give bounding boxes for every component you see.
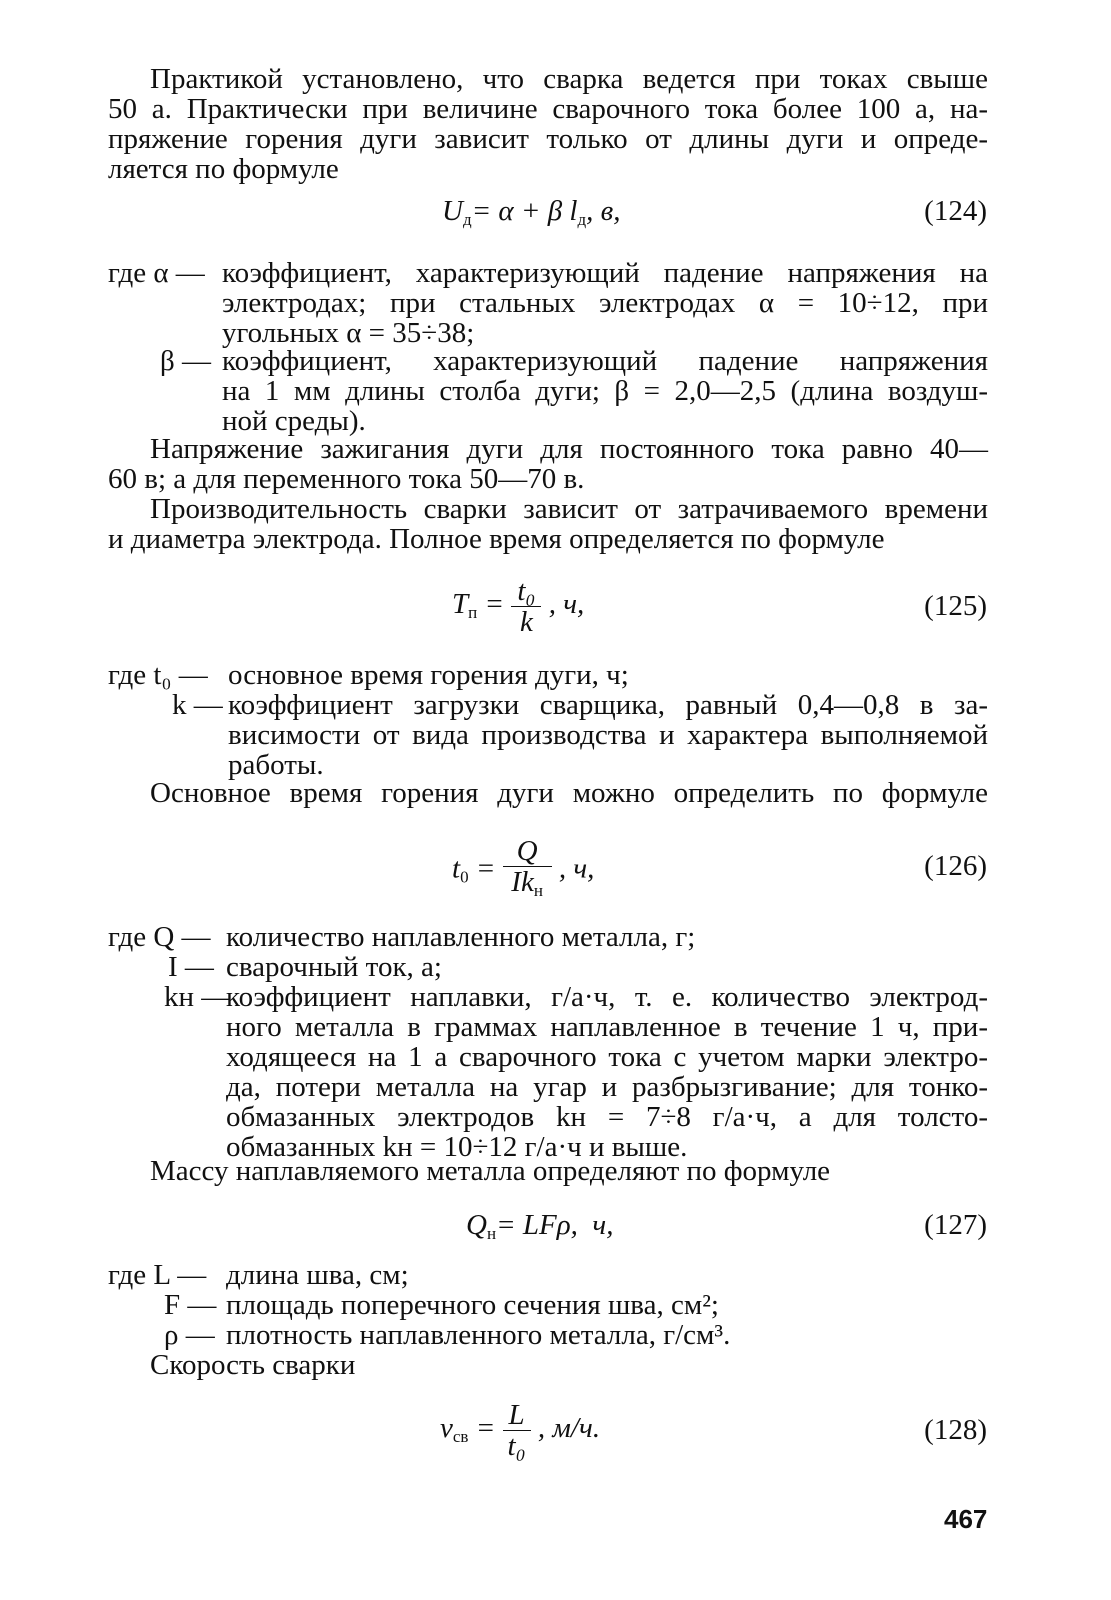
formula-rhs: = α + β l xyxy=(471,195,578,227)
speed-paragraph xyxy=(108,1350,988,1380)
formula-unit: , ч, xyxy=(548,588,585,621)
intro-paragraph xyxy=(108,64,988,184)
equals-sign: = xyxy=(484,588,505,621)
formula-number: (124) xyxy=(924,195,987,227)
definition-head: где L — xyxy=(108,1259,207,1291)
text-line: площадь поперечного сечения шва, см²; xyxy=(226,1289,719,1321)
fraction-denominator-group xyxy=(503,867,552,906)
fraction-denominator: k xyxy=(519,606,533,638)
text-line: сварочный ток, а; xyxy=(226,951,442,983)
formula-128 xyxy=(0,1400,1111,1460)
formula-lhs-subscript: д xyxy=(462,210,472,229)
text-line: 50 a. Практически при величине сварочного тока более 100 a, на- xyxy=(108,93,988,125)
formula-unit: , ч, xyxy=(558,852,595,885)
formula-lhs-subscript: св xyxy=(452,1427,469,1447)
text-line: Производительность сварки зависит от затрачиваемого времени xyxy=(150,493,988,525)
definition-head: F — xyxy=(164,1289,217,1321)
text-line: на 1 мм длины столба дуги; β = 2,0—2,5 (длина воздуш- xyxy=(222,375,988,407)
formula-lhs: t xyxy=(452,852,461,885)
formula-number: (128) xyxy=(924,1414,987,1446)
definition-head: где t₀ — xyxy=(108,659,208,691)
text-line: 60 в; а для переменного тока 50—70 в. xyxy=(108,463,585,495)
text-line: длина шва, см; xyxy=(226,1259,409,1291)
page-number: 467 xyxy=(944,1504,988,1534)
formula-lhs-subscript: п xyxy=(468,603,478,623)
text-line: ходящееся на 1 а сварочного тока с учетом марки электро- xyxy=(226,1041,988,1073)
formula-rhs-subscript: д xyxy=(577,210,587,229)
text-line: Скорость сварки xyxy=(150,1349,356,1381)
definition-head: kн — xyxy=(164,981,231,1013)
text-line: работы. xyxy=(228,749,324,781)
fraction xyxy=(503,836,552,906)
fraction xyxy=(503,1400,531,1461)
text-line: плотность наплавленного металла, г/см³. xyxy=(226,1319,731,1351)
formula-unit: , м/ч. xyxy=(537,1412,601,1445)
equals-sign: = xyxy=(475,852,496,885)
formula-lhs: Q xyxy=(466,1209,487,1241)
base-time-paragraph xyxy=(108,778,988,808)
text-line: коэффициент, характеризующий падение напряжения xyxy=(222,345,988,377)
text-line: пряжение горения дуги зависит только от длины дуги и опреде- xyxy=(108,123,988,155)
text-line: Основное время горения дуги можно определить по формуле xyxy=(150,777,988,809)
text-line: Практикой установлено, что сварка ведется при токах свыше xyxy=(150,63,988,95)
fraction-denominator-subscript: н xyxy=(533,881,543,900)
text-line: Напряжение зажигания дуги для постоянного тока равно 40— xyxy=(150,433,988,465)
equals-sign: = xyxy=(475,1412,496,1445)
formula-number: (125) xyxy=(924,590,987,622)
fraction-numerator: t₀ xyxy=(511,576,541,607)
text-line: основное время горения дуги, ч; xyxy=(228,659,629,691)
text-line: обмазанных электродов kн = 7÷8 г/а·ч, а для толсто- xyxy=(226,1101,988,1133)
text-line: Массу наплавляемого металла определяют по формуле xyxy=(150,1155,831,1187)
formula-unit: , в, xyxy=(586,195,621,227)
formula-rhs: = LFρ, xyxy=(496,1209,578,1241)
formula-lhs-subscript: 0 xyxy=(460,867,469,887)
mass-paragraph xyxy=(108,1156,988,1186)
text-line: обмазанных kн = 10÷12 г/а·ч и выше. xyxy=(226,1131,688,1163)
formula-unit: ч, xyxy=(592,1209,614,1241)
text-line: коэффициент наплавки, г/а·ч, т. е. количество электрод- xyxy=(226,981,988,1013)
fraction-numerator: Q xyxy=(503,836,552,867)
text-line: ной среды). xyxy=(222,405,366,437)
formula-lhs: U xyxy=(442,195,463,227)
fraction-denominator: t₀ xyxy=(507,1430,526,1462)
text-line: угольных α = 35÷38; xyxy=(222,317,475,349)
definition-head: I — xyxy=(168,951,214,983)
formula-125 xyxy=(0,576,1111,636)
definition-head: где Q — xyxy=(108,921,211,953)
definition-head: β — xyxy=(160,345,212,377)
text-line: и диаметра электрода. Полное время определяется по формуле xyxy=(108,523,885,555)
text-line: ляется по формуле xyxy=(108,153,339,185)
formula-lhs: v xyxy=(440,1412,453,1445)
text-line: количество наплавленного металла, г; xyxy=(226,921,696,953)
definition-head: ρ — xyxy=(164,1319,215,1351)
formula-126 xyxy=(0,835,1111,900)
fraction xyxy=(511,576,541,637)
text-line: коэффициент загрузки сварщика, равный 0,4—0,8 в за- xyxy=(228,689,988,721)
formula-number: (127) xyxy=(924,1209,987,1241)
text-line: ного металла в граммах наплавленное в течение 1 ч, при- xyxy=(226,1011,988,1043)
productivity-paragraph xyxy=(108,494,988,554)
formula-124 xyxy=(0,196,1111,256)
text-line: электродах; при стальных электродах α = 10÷12, при xyxy=(222,287,988,319)
text-line: коэффициент, характеризующий падение напряжения на xyxy=(222,257,988,289)
formula-lhs: T xyxy=(452,588,469,621)
fraction-numerator: L xyxy=(503,1400,531,1431)
formula-number: (126) xyxy=(924,850,987,882)
ignition-paragraph xyxy=(108,434,988,494)
text-line: да, потери металла на угар и разбрызгивание; для тонко- xyxy=(226,1071,988,1103)
formula-lhs-subscript: н xyxy=(486,1224,497,1243)
fraction-denominator: Ik xyxy=(511,866,534,898)
definition-head: k — xyxy=(172,689,223,721)
text-line: висимости от вида производства и характера выполняемой xyxy=(228,719,988,751)
definition-head: где α — xyxy=(108,257,205,289)
